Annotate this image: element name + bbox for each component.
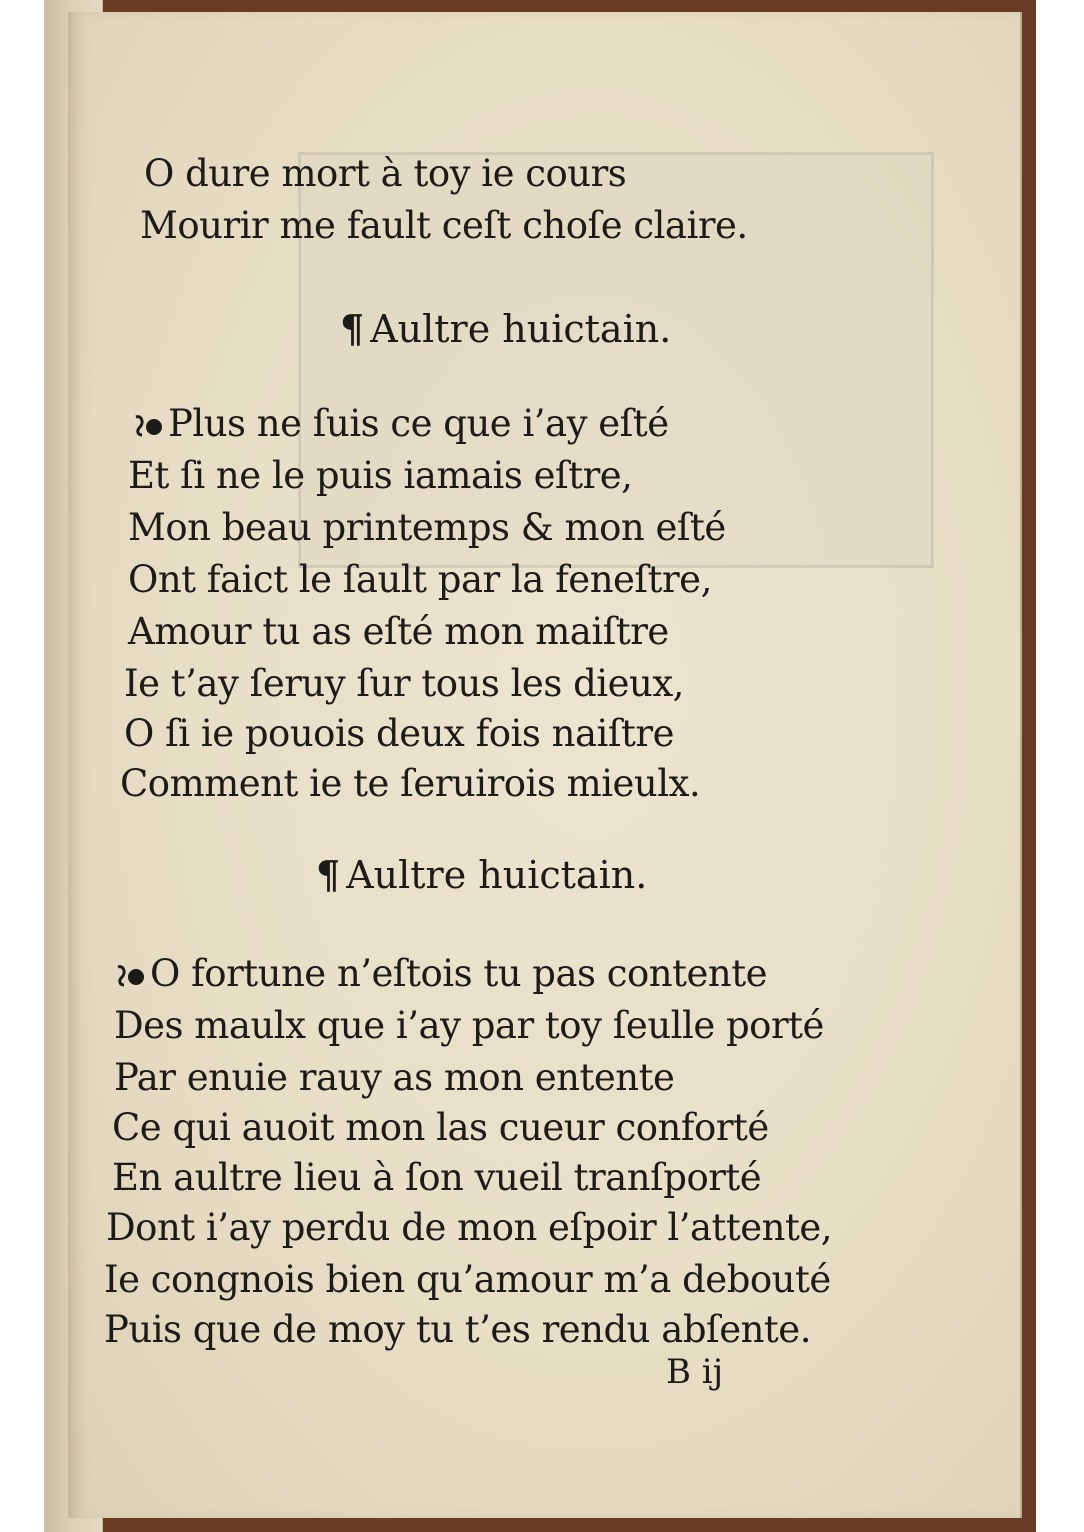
verse-line: En aultre lieu à ſon vueil tranſporté — [112, 1156, 762, 1199]
section-heading — [316, 852, 647, 897]
verse-line: Par enuie rauy as mon entente — [114, 1056, 675, 1099]
signature-mark: B ij — [666, 1352, 724, 1392]
verse-line: Dont i’ay perdu de mon eſpoir l’attente, — [106, 1206, 833, 1249]
verse-line-text: Plus ne ſuis ce que i’ay eſté — [168, 402, 669, 445]
verse-line: Puis que de moy tu t’es rendu abſente. — [104, 1308, 811, 1351]
verse-line: O ſi ie pouois deux fois naiſtre — [124, 712, 674, 755]
verse-line: Amour tu as eſté mon maiſtre — [128, 610, 669, 653]
fleuron-icon — [132, 413, 166, 439]
verse-line: Ie t’ay ſeruy ſur tous les dieux, — [124, 662, 684, 705]
verse-line: Ce qui auoit mon las cueur conforté — [112, 1106, 769, 1149]
verse-line: Des maulx que i’ay par toy ſeulle porté — [114, 1004, 824, 1047]
pilcrow-icon: ¶ — [316, 852, 341, 897]
section-heading-text: Aultre huictain. — [370, 307, 672, 351]
section-heading — [340, 306, 671, 351]
verse-line: Ont faict le ſault par la feneſtre, — [128, 558, 712, 601]
section-heading-text: Aultre huictain. — [346, 853, 648, 897]
verse-line: Comment ie te ſeruirois mieulx. — [120, 762, 701, 805]
pilcrow-icon: ¶ — [340, 306, 365, 351]
verse-line: Mourir me fault ceſt choſe claire. — [140, 204, 748, 247]
fleuron-icon — [114, 963, 148, 989]
verse-line-text: O fortune n’eſtois tu pas contente — [150, 952, 767, 995]
verse-line: Ie congnois bien qu’amour m’a debouté — [104, 1258, 831, 1301]
verse-line — [132, 402, 669, 445]
book-page — [68, 12, 1022, 1518]
verse-line: Et ſi ne le puis iamais eſtre, — [128, 454, 633, 497]
verse-line — [114, 952, 767, 995]
verse-line: Mon beau printemps & mon eſté — [128, 506, 726, 549]
verse-line: O dure mort à toy ie cours — [144, 152, 627, 195]
